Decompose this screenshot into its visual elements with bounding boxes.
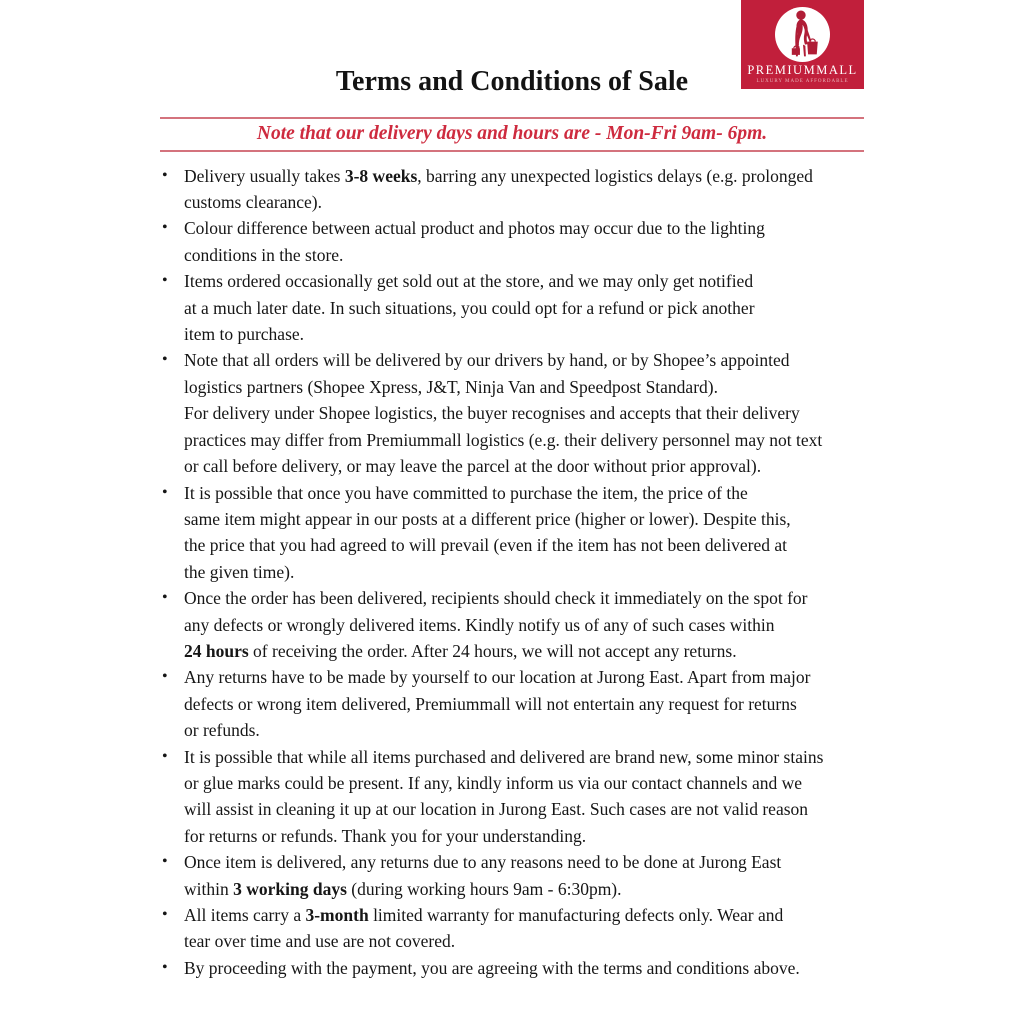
premiummall-logo: [741, 0, 864, 89]
bullet-icon: •: [162, 166, 168, 184]
shopper-silhouette-icon: [775, 7, 830, 62]
term-line: same item might appear in our posts at a different price (higher or lower). Despite this,: [184, 508, 791, 529]
term-line: Delivery usually takes 3-8 weeks, barring any unexpected logistics delays (e.g. prolonged: [184, 165, 813, 186]
term-line: All items carry a 3-month limited warranty for manufacturing defects only. Wear and: [184, 905, 784, 925]
term-item: [161, 902, 873, 955]
term-line: logistics partners (Shopee Xpress, J&T, Ninja Van and Speedpost Standard).: [184, 376, 718, 397]
bullet-icon: •: [162, 747, 168, 765]
bullet-icon: •: [162, 272, 168, 290]
term-line: at a much later date. In such situations, you could opt for a refund or pick another: [184, 297, 755, 318]
delivery-note-banner: [160, 117, 864, 151]
term-line: 24 hours of receiving the order. After 24 hours, we will not accept any returns.: [184, 640, 737, 661]
term-line: defects or wrong item delivered, Premiummall will not entertain any request for returns: [184, 693, 797, 714]
term-line: Once the order has been delivered, recipients should check it immediately on the spot for: [184, 588, 808, 609]
term-line: Colour difference between actual product and photos may occur due to the lighting: [184, 218, 765, 239]
term-line: within 3 working days (during working hours 9am - 6:30pm).: [184, 878, 622, 899]
term-line: practices may differ from Premiummall logistics (e.g. their delivery personnel may not text: [184, 429, 823, 450]
bullet-icon: •: [162, 668, 168, 686]
bullet-icon: •: [162, 958, 168, 976]
term-line: tear over time and use are not covered.: [184, 931, 456, 952]
logo-circle: [775, 7, 830, 62]
term-line: or refunds.: [184, 720, 260, 741]
term-item: [161, 347, 873, 479]
term-item: [161, 955, 873, 981]
term-line: any defects or wrongly delivered items. Kindly notify us of any of such cases within: [184, 614, 775, 635]
term-line: Once item is delivered, any returns due to any reasons need to be done at Jurong East: [184, 852, 782, 873]
logo-brand-name: PREMIUMMALL: [747, 63, 858, 77]
term-line: will assist in cleaning it up at our location in Jurong East. Such cases are not valid reason: [184, 799, 809, 820]
term-line: or call before delivery, or may leave the parcel at the door without prior approval).: [184, 456, 762, 477]
term-line: conditions in the store.: [184, 244, 344, 265]
term-line: For delivery under Shopee logistics, the buyer recognises and accepts that their delivery: [184, 403, 800, 424]
term-item: [161, 744, 873, 850]
term-line: Items ordered occasionally get sold out at the store, and we may only get notified: [184, 271, 754, 292]
delivery-note-text: Note that our delivery days and hours are - Mon-Fri 9am- 6pm.: [256, 123, 768, 145]
term-item: [161, 268, 873, 347]
term-line: It is possible that while all items purchased and delivered are brand new, some minor stains: [184, 746, 824, 767]
term-line: the price that you had agreed to will prevail (even if the item has not been delivered at: [184, 535, 788, 556]
term-line: or glue marks could be present. If any, kindly inform us via our contact channels and we: [184, 772, 802, 793]
term-item: [161, 163, 873, 216]
term-item: [161, 664, 873, 743]
term-line: item to purchase.: [184, 324, 305, 345]
term-line: customs clearance).: [184, 192, 322, 213]
term-line: Note that all orders will be delivered by our drivers by hand, or by Shopee’s appointed: [184, 350, 790, 371]
term-line: It is possible that once you have committed to purchase the item, the price of the: [184, 482, 748, 503]
page-title: Terms and Conditions of Sale: [335, 66, 689, 97]
bullet-icon: •: [162, 351, 168, 369]
bullet-icon: •: [162, 483, 168, 501]
terms-list: [161, 163, 873, 982]
term-line: Any returns have to be made by yourself to our location at Jurong East. Apart from major: [184, 667, 811, 688]
term-line: for returns or refunds. Thank you for your understanding.: [184, 825, 587, 846]
bullet-icon: •: [162, 853, 168, 871]
logo-tagline: LUXURY MADE AFFORDABLE: [756, 78, 849, 84]
bullet-icon: •: [162, 219, 168, 237]
bullet-icon: •: [162, 589, 168, 607]
bullet-icon: •: [162, 906, 168, 923]
term-item: [161, 215, 873, 268]
term-item: [161, 585, 873, 664]
term-line: By proceeding with the payment, you are agreeing with the terms and conditions above.: [184, 957, 800, 978]
term-item: [161, 849, 873, 902]
term-line: the given time).: [184, 561, 295, 582]
term-item: [161, 480, 873, 586]
